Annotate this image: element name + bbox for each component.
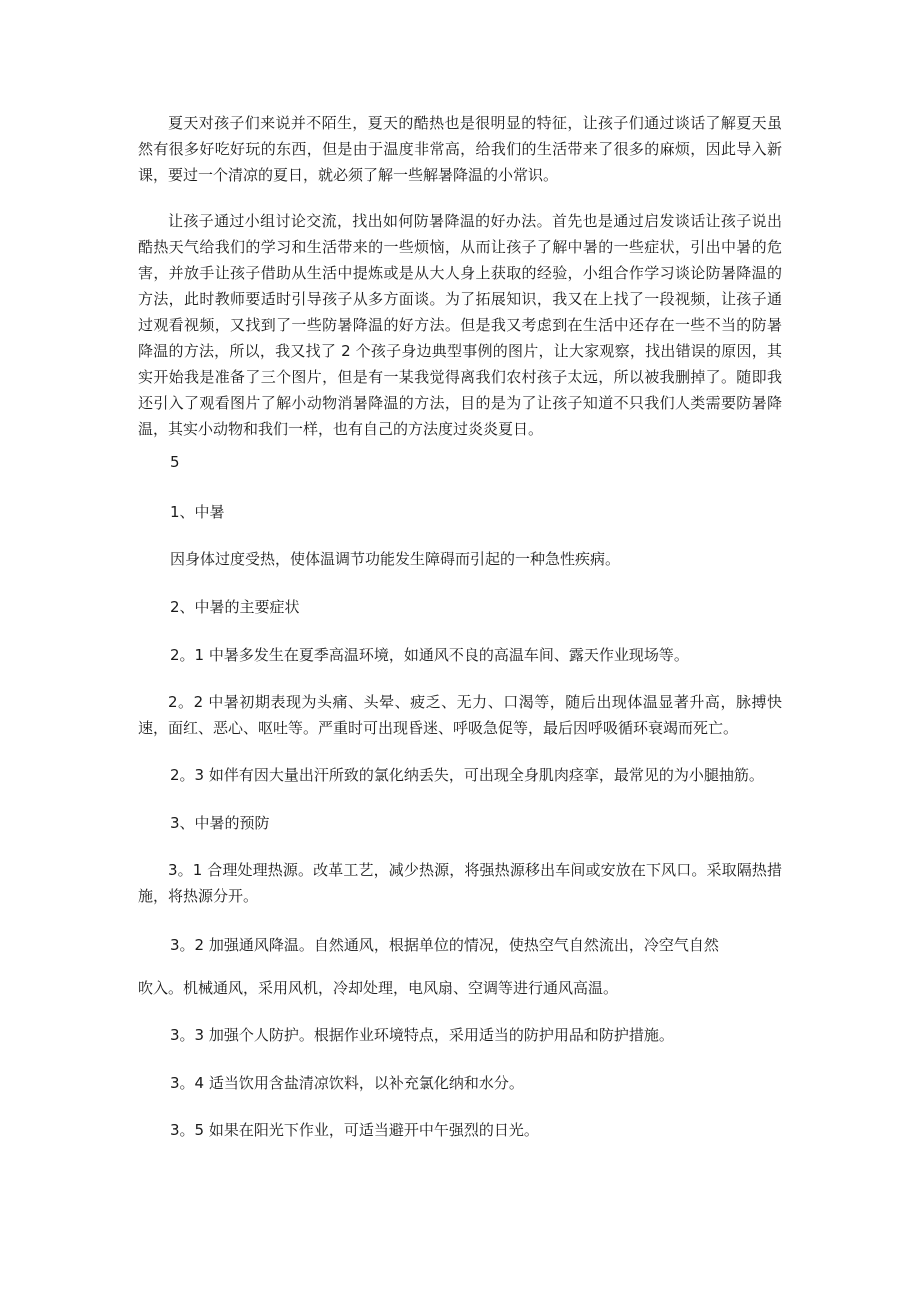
prevention-3-5: 3。5 如果在阳光下作业，可适当避开中午强烈的日光。 <box>170 1121 539 1139</box>
prevention-3-3: 3。3 加强个人防护。根据作业环境特点，采用适当的防护用品和防护措施。 <box>170 1026 674 1044</box>
heading-symptoms: 2、中暑的主要症状 <box>170 598 300 616</box>
symptom-2-2: 2。2 中暑初期表现为头痛、头晕、疲乏、无力、口渴等，随后出现体温显著升高，脉搏快速，面红、恶心、呕吐等。严重时可出现昏迷、呼吸急促等，最后因呼吸循环衰竭而死亡。 <box>138 693 782 737</box>
heading-prevention: 3、中暑的预防 <box>170 814 270 832</box>
section-number: 5 <box>170 453 180 471</box>
prevention-3-2-line2: 吹入。机械通风，采用风机，冷却处理，电风扇、空调等进行通风高温。 <box>138 979 619 997</box>
intro-paragraph: 夏天对孩子们来说并不陌生，夏天的酷热也是很明显的特征，让孩子们通过谈话了解夏天虽然有很多好吃好玩的东西，但是由于温度非常高，给我们的生活带来了很多的麻烦，因此导入新课，要过一个清凉的夏日，就必须了解一些解暑降温的小常识。 <box>138 114 782 184</box>
heading-heatstroke: 1、中暑 <box>170 503 225 521</box>
method-paragraph: 让孩子通过小组讨论交流，找出如何防暑降温的好办法。首先也是通过启发谈话让孩子说出酷热天气给我们的学习和生活带来的一些烦恼，从而让孩子了解中暑的一些症状，引出中暑的危害，并放手让孩子借助从生活中提炼或是从大人身上获取的经验，小组合作学习谈论防暑降温的方法，此时教师要适时引导孩子从多方面谈。为了拓展知识，我又在上找了一段视频，让孩子通过观看视频，又找到了一些防暑降温的好方法。但是我又考虑到在生活中还存在一些不当的防暑降温的方法，所以，我又找了 2 个孩子身边典型事例的图片，让大家观察，找出错误的原因，其实开始我是准备了三个图片，但是有一某我觉得离我们农村孩子太远，所以被我删掉了。随即我还引入了观看图片了解小动物消暑降温的方法，目的是为了让孩子知道不只我们人类需要防暑降温，其实小动物和我们一样，也有自己的方法度过炎炎夏日。 <box>138 212 782 438</box>
symptom-2-1: 2。1 中暑多发生在夏季高温环境，如通风不良的高温车间、露天作业现场等。 <box>170 646 689 664</box>
prevention-3-2-line1: 3。2 加强通风降温。自然通风，根据单位的情况，使热空气自然流出，冷空气自然 <box>170 936 719 954</box>
prevention-3-4: 3。4 适当饮用含盐清凉饮料，以补充氯化纳和水分。 <box>170 1074 524 1092</box>
heatstroke-definition: 因身体过度受热，使体温调节功能发生障碍而引起的一种急性疾病。 <box>170 550 621 568</box>
symptom-2-3: 2。3 如伴有因大量出汗所致的氯化纳丢失，可出现全身肌肉痉挛，最常见的为小腿抽筋。 <box>170 766 764 784</box>
prevention-3-1: 3。1 合理处理热源。改革工艺，减少热源，将强热源移出车间或安放在下风口。采取隔热措施，将热源分开。 <box>138 861 782 905</box>
